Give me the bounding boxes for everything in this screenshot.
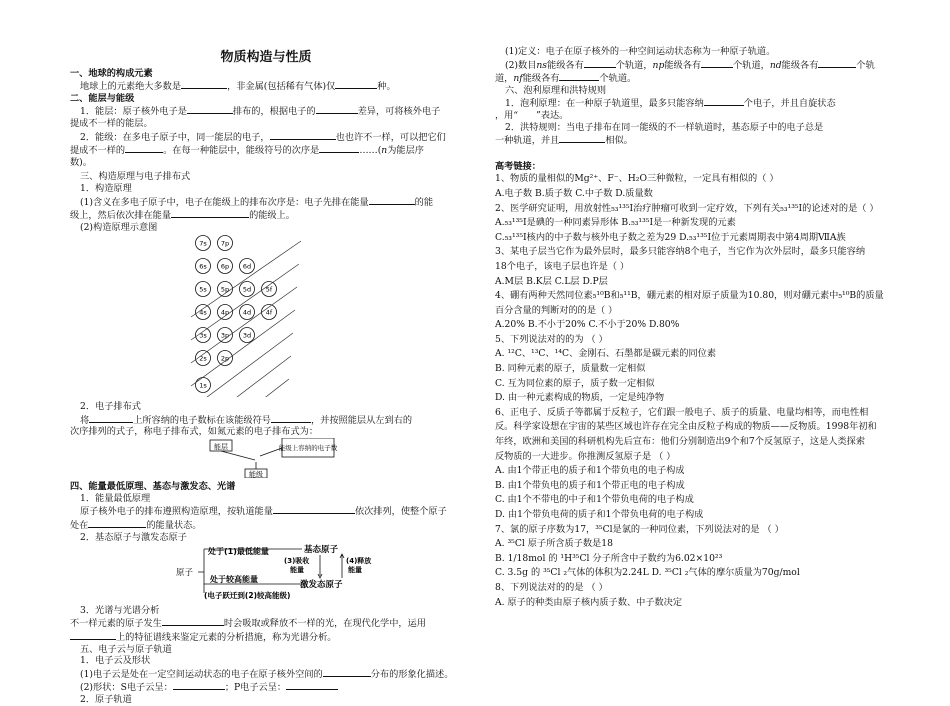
answer-blank[interactable] <box>162 616 224 626</box>
question-line: 4、硼有两种天然同位素₅¹⁰B和₅¹¹B，硼元素的相对原子质量为10.80，则对硼元素中₅¹⁰B的质量 <box>495 290 884 302</box>
higher-energy-label: 处于较高能量 <box>210 575 258 585</box>
question-line: C. 3.5g 的 ³⁵Cl ₂气体的体积为2.24L D. ³⁵Cl ₂气体的摩尔质量为70g/mol <box>495 567 800 579</box>
question-line: B. 同种元素的原子，质量数一定相似 <box>495 363 646 375</box>
text-line: 2．洪特规则：当电子排布在同一能级的不一样轨道时，基态原子中的电子总是 <box>505 121 824 133</box>
answer-blank[interactable] <box>704 96 744 106</box>
text-line: (2)形状：S电子云呈： ；P电子云呈： <box>70 680 462 694</box>
text-line: 1．构造原理 <box>80 182 132 194</box>
text-line: 不一样元素的原子发生 时会吸取或释放不一样的光，在现代化学中，运用 <box>70 618 426 630</box>
answer-blank[interactable] <box>171 208 249 218</box>
text-line: 1．泡利原理：在一种原子轨道里，最多只能容纳 个电子，并且自旋状态 <box>505 98 836 110</box>
question-line: 3、某电子层当它作为最外层时，最多只能容纳8个电子，当它作为次外层时，最多只能容纳 <box>495 246 866 258</box>
text-line: 一种轨道，并且 相似。 <box>495 135 633 147</box>
answer-blank[interactable] <box>271 413 311 423</box>
orbital-label: 2p <box>220 354 230 363</box>
text-line: (1)定义：电子在原子核外的一种空间运动状态称为一种原子轨道。 <box>505 46 776 57</box>
orbital-label: 6p <box>220 262 230 271</box>
question-line: 18个电子，该电子层也许是（ ） <box>495 260 630 272</box>
count-box-label: 能级上容纳的电子数 <box>278 443 338 452</box>
question-line: A. 原子的种类由原子核内质子数、中子数决定 <box>495 596 683 608</box>
text-line: (1)电子云是处在一定空间运动状态的电子在原子核外空间的 分布的形象化描述。 <box>80 668 454 680</box>
release-label: (4)释放 <box>346 557 372 566</box>
orbital-label: 4d <box>242 308 252 317</box>
text-line: 2．电子排布式 <box>80 400 141 412</box>
orbital-label: 6d <box>242 262 252 271</box>
answer-blank[interactable] <box>559 71 599 81</box>
answer-blank[interactable] <box>286 680 338 690</box>
question-line: 6、正电子、反质子等都属于反粒子，它们跟一般电子、质子的质量、电量均相等，而电性相 <box>495 406 869 418</box>
section-heading: 五、电子云与原子轨道 <box>80 643 172 655</box>
question-line: D. 由1个带负电荷的质子和1个带负电荷的电子构成 <box>495 509 704 520</box>
atom-label: 原子 <box>176 568 194 579</box>
answer-blank[interactable] <box>319 143 359 153</box>
filling-order-arrow <box>191 310 295 386</box>
question-line: D. 由一种元素构成的物质，一定是纯净物 <box>495 392 665 404</box>
orbital-label: 2s <box>199 354 207 363</box>
orbital-label: 4s <box>199 308 207 317</box>
filling-order-arrow <box>191 287 297 363</box>
text-line: 提成不一样的能层。 <box>70 117 153 129</box>
lowest-energy-label: 处于(1)最低能量 <box>208 547 269 557</box>
answer-blank[interactable] <box>181 79 227 89</box>
orbital-label: 5s <box>199 285 207 294</box>
orbital-grid <box>191 236 301 398</box>
orbital-label: 5d <box>242 285 252 294</box>
answer-blank[interactable] <box>335 79 377 89</box>
answer-blank[interactable] <box>70 630 116 640</box>
orbital-label: 3p <box>220 331 230 340</box>
answer-blank[interactable] <box>323 667 371 677</box>
section-heading: 一、地球的构成元素 <box>70 67 153 79</box>
question-line: A.电子数 B.质子数 C.中子数 D.质量数 <box>495 187 653 199</box>
text-line: ，用“ ”表达。 <box>495 109 569 121</box>
absorb-energy-label: 能量 <box>290 566 304 575</box>
section-heading: 二、能层与能级 <box>70 92 135 104</box>
orbital-label: 3d <box>242 331 252 340</box>
orbital-label: 5f <box>265 285 273 294</box>
orbital-label: 6s <box>199 262 207 271</box>
question-line: 2、医学研究证明，用放射性₅₃¹³⁵I治疗肿瘤可收到一定疗效，下列有关₅₃¹³⁵I的论述对的是（ ） <box>495 202 879 214</box>
text-line: 数)。 <box>70 156 92 168</box>
text-line: 1．能层：原子核外电子是 排布的，根据电子的 差异，可将核外电子 <box>80 106 441 118</box>
text-line: 提成不一样的 。在每一种能层中，能级符号的次序是 ……(n为能层序 <box>70 145 424 157</box>
question-line: B. 1/18mol 的 ¹H³⁵Cl 分子所含中子数约为6.02×10²³ <box>495 552 723 564</box>
left-column <box>70 0 462 706</box>
answer-blank[interactable] <box>89 413 133 423</box>
section-heading: 三、构造原理与电子排布式 <box>80 171 191 183</box>
orbital-label: 4p <box>220 308 230 317</box>
question-list <box>495 172 905 610</box>
orbital-label: 3s <box>199 331 207 340</box>
text-line: 2．基态原子与激发态原子 <box>80 531 187 543</box>
question-line: A.20% B.不小于20% C.不小于20% D.80% <box>495 319 680 331</box>
question-line: 年终，欧洲和美国的科研机构先后宣布：他们分别制造出9个和7个反氢原子，这是人类探索 <box>495 436 866 448</box>
answer-blank[interactable] <box>316 104 358 114</box>
question-line: B. 由1个带负电的质子和1个带正电的电子构成 <box>495 479 685 491</box>
answer-blank[interactable] <box>88 518 146 528</box>
question-line: A. ¹²C、¹³C、¹⁴C、金刚石、石墨都是碳元素的同位素 <box>495 348 717 360</box>
answer-blank[interactable] <box>584 58 616 68</box>
answer-blank[interactable] <box>270 130 336 140</box>
configuration-notation-diagram <box>70 438 462 478</box>
question-line: C.₅₃¹³⁵I核内的中子数与核外电子数之差为29 D.₅₃¹³⁵I位于元素周期表中第4周期ⅦA族 <box>495 231 846 243</box>
text-line: (2)数目ns能级各有 个轨道，np能级各有 个轨道，nd能级各有 个轨 <box>505 59 875 71</box>
answer-blank[interactable] <box>173 680 225 690</box>
text-line: 次序排列的式子，称电子排布式，如氮元素的电子排布式为： <box>70 426 319 438</box>
question-line: 反。科学家设想在宇宙的某些区域也许存在完全由反粒子构成的物质——反物质。1998年初和 <box>495 421 877 433</box>
question-line: A.M层 B.K层 C.L层 D.P层 <box>495 275 608 287</box>
orbital-label: 7p <box>220 239 230 248</box>
section-heading: 六、泡利原理和洪特规则 <box>505 84 607 96</box>
question-line: A. ³⁵Cl 原子所含质子数是18 <box>495 538 613 550</box>
text-line: 将 上所容纳的电子数标在该能级符号 ，并按照能层从左到右的 <box>80 414 413 426</box>
text-line: 原子核外电子的排布遵照构造原理，按轨道能量 依次排列，使整个原子 <box>80 506 447 518</box>
page-title: 物质构造与性质 <box>220 50 312 65</box>
release-energy-label: 能量 <box>348 566 362 575</box>
section-heading: 四、能量最低原理、基态与激发态、光谱 <box>70 481 236 493</box>
question-line: A. 由1个带正电的质子和1个带负电的电子构成 <box>495 465 685 477</box>
excited-state-label: 激发态原子 <box>300 580 343 591</box>
answer-blank[interactable] <box>125 143 163 153</box>
answer-blank[interactable] <box>187 104 233 114</box>
text-line: 地球上的元素绝大多数是 ，非金属(包括稀有气体)仅 种。 <box>80 81 396 93</box>
text-line: 2．能级：在多电子原子中，同一能层的电子， 也也许不一样，可以把它们 <box>80 131 446 143</box>
question-line: 8、下列说法对的的是 （ ） <box>495 581 608 593</box>
text-line: 1．电子云及形状 <box>80 655 151 667</box>
question-line: A.₅₃¹³⁵I是碘的一种同素异形体 B.₅₃¹³⁵I是一种新发现的元素 <box>495 217 736 229</box>
question-line: 5、下列说法对的的为 （ ） <box>495 333 608 345</box>
absorb-label: (3)吸收 <box>284 557 310 566</box>
text-line: 级上，然后依次排在能量 的能级上。 <box>70 210 295 222</box>
answer-blank[interactable] <box>701 58 733 68</box>
text-line: (1)含义在多电子原子中，电子在能级上的排布次序是：电子先排在能量 的能 <box>80 196 434 208</box>
exam-links-heading: 高考链接： <box>495 160 541 172</box>
text-line: 3．光谱与光谱分析 <box>80 604 160 616</box>
orbital-label: 4f <box>265 308 273 317</box>
text-line: 道，nf能级各有 个轨道。 <box>495 73 637 85</box>
question-line: 7、氯的原子序数为17，³⁵Cl是氯的一种同位素，下列说法对的是 （ ） <box>495 523 784 535</box>
ground-state-label: 基态原子 <box>304 545 339 556</box>
text-line: 上的特征谱线来鉴定元素的分析措施，称为光谱分析。 <box>70 630 462 644</box>
shell-box-label: 能层 <box>214 442 228 451</box>
orbital-label: 5p <box>220 285 230 294</box>
text-line: 1．能量最低原理 <box>80 492 151 504</box>
text-line: 2．原子轨道 <box>80 694 132 705</box>
question-line: C. 互为同位素的原子，质子数一定相似 <box>495 377 655 389</box>
text-line: 处在 的能量状态。 <box>70 520 202 532</box>
answer-blank[interactable] <box>559 133 605 143</box>
subshell-box-label: 能级 <box>249 470 263 478</box>
question-line: 反物质的一大进步。你推测反氢原子是 （ ） <box>495 450 676 462</box>
question-line: C. 由1个不带电的中子和1个带负电荷的电子构成 <box>495 494 694 506</box>
answer-blank[interactable] <box>273 504 355 514</box>
transition-note: (电子跃迁到(2)较高能级) <box>204 591 291 601</box>
aufbau-diagram <box>70 233 462 397</box>
ground-excited-state-diagram <box>70 543 462 601</box>
question-line: 1、物质的量相似的Mg²⁺、F⁻、H₂O三种微粒，一定具有相似的（ ） <box>495 173 779 185</box>
answer-blank[interactable] <box>369 195 415 205</box>
orbital-label: 7s <box>199 239 207 248</box>
orbital-label: 1s <box>199 381 207 390</box>
question-line: 百分含量的判断对的的是（ ） <box>495 304 618 316</box>
text-line: (2)构造原理示意图 <box>80 221 158 233</box>
right-column <box>495 46 905 610</box>
answer-blank[interactable] <box>818 58 856 68</box>
